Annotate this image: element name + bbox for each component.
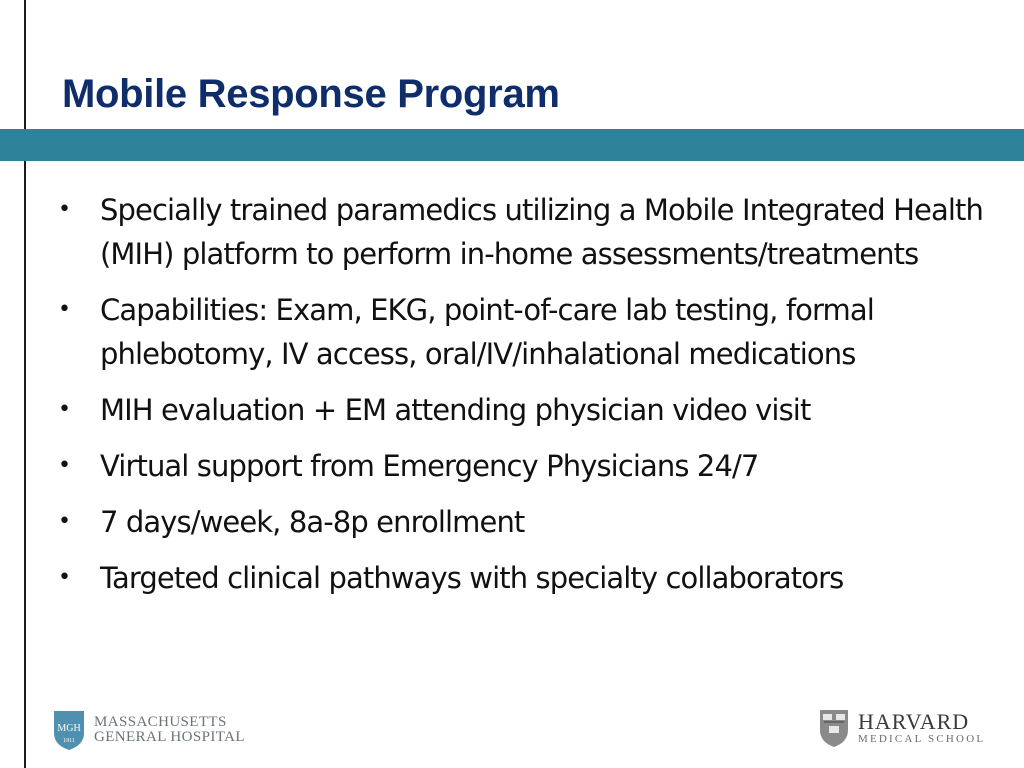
bullet-text: Specially trained paramedics utilizing a Mobile Integrated Health (MIH) platform to perform in-home assessments/treatments [100, 193, 983, 271]
harvard-line1: HARVARD [858, 708, 970, 734]
harvard-shield-icon [818, 708, 850, 748]
bullet-text: Virtual support from Emergency Physicians 24/7 [100, 449, 759, 483]
bullet-text: 7 days/week, 8a-8p enrollment [100, 505, 525, 539]
mgh-line1: MASSACHUSETTS [94, 714, 227, 730]
mgh-shield-text: MGH [57, 723, 81, 734]
mgh-line2: GENERAL HOSPITAL [94, 729, 245, 745]
mgh-shield-icon [52, 709, 86, 751]
bullet-item [58, 388, 988, 432]
harvard-line2: MEDICAL SCHOOL [858, 732, 986, 745]
bullet-item [58, 188, 988, 276]
mgh-logo [52, 708, 245, 752]
bullet-list [58, 188, 988, 612]
bullet-item [58, 500, 988, 544]
bullet-item [58, 444, 988, 488]
harvard-logo [818, 706, 985, 750]
mgh-shield-year: 1811 [63, 738, 75, 744]
bullet-dot-icon: • [58, 509, 71, 534]
title-band [0, 129, 1024, 161]
bullet-dot-icon: • [58, 397, 71, 422]
bullet-text: MIH evaluation + EM attending physician video visit [100, 393, 811, 427]
harvard-wordmark [858, 708, 986, 746]
slide-title: Mobile Response Program [62, 72, 560, 116]
bullet-dot-icon: • [58, 297, 71, 322]
bullet-text: Capabilities: Exam, EKG, point-of-care lab testing, formal phlebotomy, IV access, oral/IV/inhalational medications [100, 293, 874, 371]
bullet-dot-icon: • [58, 565, 71, 590]
bullet-item [58, 556, 988, 600]
bullet-dot-icon: • [58, 197, 71, 222]
bullet-text: Targeted clinical pathways with specialty collaborators [100, 561, 844, 595]
left-vertical-rule [24, 0, 26, 768]
bullet-item [58, 288, 988, 376]
bullet-dot-icon: • [58, 453, 71, 478]
mgh-wordmark [94, 715, 245, 745]
